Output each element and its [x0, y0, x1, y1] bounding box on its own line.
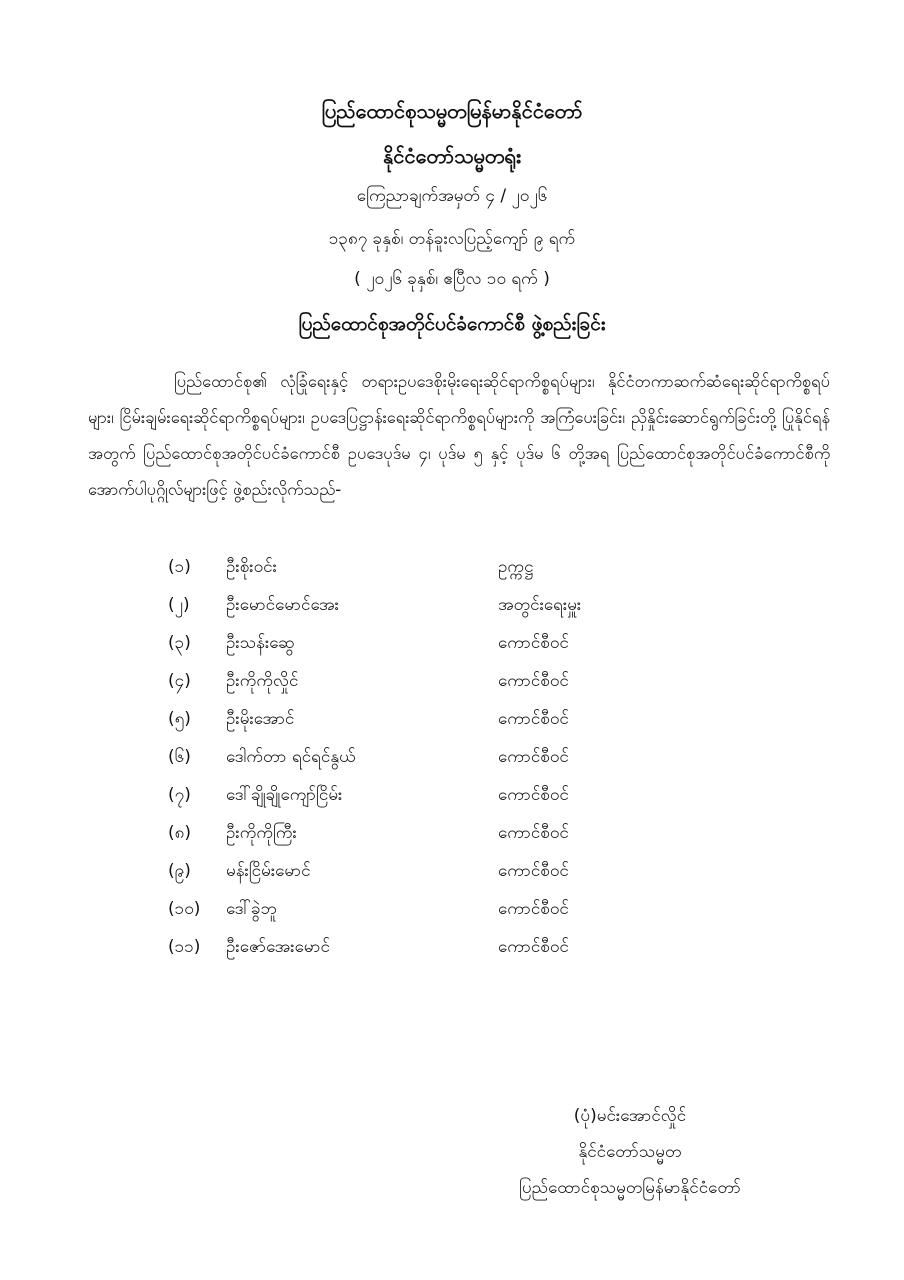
member-name: ဒေါက်တာ ရင်ရင်နွယ်: [226, 747, 356, 767]
signed-name: (ပုံ)မင်းအောင်လှိုင်: [573, 1106, 687, 1126]
subject-title: ပြည်ထောင်စုအတိုင်ပင်ခံကောင်စီ ဖွဲ့စည်းခြင်း: [298, 313, 606, 335]
member-name: ဦးကိုကိုကြီး: [226, 823, 297, 843]
member-name: ဦးသန်းဆွေ: [226, 633, 295, 653]
member-row: [0, 594, 904, 626]
body-paragraph: ပြည်ထောင်စု၏ လုံခြုံရေးနှင့် တရားဥပဒေစိုးမိုးရေးဆိုင်ရာကိစ္စရပ်များ၊ နိုင်ငံတကာဆက်ဆံရေးဆိုင်ရာကိစ္စရပ်များ၊ ငြိမ်းချမ်းရေးဆိုင်ရာကိစ္စရပ်များ၊ ဥပဒေပြဋ္ဌာန်းရေးဆိုင်ရာကိစ္စရပ်များကို အကြံပေးခြင်း၊ ညှိနှိုင်းဆောင်ရွက်ခြင်းတို့ ပြုနိုင်ရန်အတွက် ပြည်ထောင်စုအတိုင်ပင်ခံကောင်စီ ဥပဒေပုဒ်မ ၄၊ ပုဒ်မ ၅ နှင့် ပုဒ်မ ၆ တို့အရ ပြည်ထောင်စုအတိုင်ပင်ခံကောင်စီကို အောက်ပါပုဂ္ဂိုလ်များဖြင့် ဖွဲ့စည်းလိုက်သည်-: [88, 372, 830, 499]
member-name: ဒေါ်ချိုချိုကျော်ငြိမ်း: [226, 785, 343, 805]
member-number: (၅): [168, 709, 191, 729]
member-role: ဥက္ကဋ္ဌ: [498, 557, 534, 577]
member-role: ကောင်စီဝင်: [498, 899, 569, 919]
member-number: (၁၁): [168, 937, 201, 957]
member-row: [0, 670, 904, 702]
member-name: ဦးဇော်အေးမောင်: [226, 937, 330, 957]
member-number: (၁): [168, 557, 191, 577]
member-role: ကောင်စီဝင်: [498, 633, 569, 653]
signatory-title: နိုင်ငံတော်သမ္မတ: [578, 1142, 682, 1162]
member-row: [0, 708, 904, 740]
member-name: ဦးမိုးအောင်: [226, 709, 295, 729]
member-role: ကောင်စီဝင်: [498, 671, 569, 691]
country-title: ပြည်ထောင်စုသမ္မတမြန်မာနိုင်ငံတော်: [321, 99, 583, 123]
member-row: [0, 898, 904, 930]
member-row: [0, 556, 904, 588]
member-name: ဦးစိုးဝင်း: [226, 557, 277, 577]
member-row: [0, 632, 904, 664]
member-name: ဦးကိုကိုလှိုင်: [226, 671, 299, 691]
member-row: [0, 860, 904, 892]
member-role: ကောင်စီဝင်: [498, 785, 569, 805]
member-number: (၆): [168, 747, 191, 767]
member-role: ကောင်စီဝင်: [498, 747, 569, 767]
member-role: ကောင်စီဝင်: [498, 823, 569, 843]
member-number: (၁၀): [168, 899, 201, 919]
member-name: မန်းငြိမ်းမောင်: [226, 861, 311, 881]
member-row: [0, 936, 904, 968]
member-number: (၉): [168, 861, 191, 881]
member-role: အတွင်းရေးမှူး: [498, 595, 582, 615]
member-role: ကောင်စီဝင်: [498, 937, 569, 957]
member-number: (၂): [168, 595, 190, 615]
office-title: နိုင်ငံတော်သမ္မတရုံး: [383, 144, 521, 168]
signature-block: [480, 1098, 780, 1206]
signatory-country: ပြည်ထောင်စုသမ္မတမြန်မာနိုင်ငံတော်: [519, 1178, 741, 1198]
member-role: ကောင်စီဝင်: [498, 709, 569, 729]
gregorian-date: ( ၂၀၂၆ ခုနှစ်၊ ဧပြီလ ၁၀ ရက် ): [354, 269, 550, 289]
member-number: (၇): [168, 785, 191, 805]
member-role: ကောင်စီဝင်: [498, 861, 569, 881]
member-number: (၄): [168, 671, 191, 691]
member-row: [0, 822, 904, 854]
member-name: ဒေါ်ခွဲဘူ: [226, 899, 278, 919]
myanmar-date: ၁၃၈၇ ခုနှစ်၊ တန်ခူးလပြည့်ကျော် ၉ ရက်: [328, 229, 576, 249]
member-number: (၃): [168, 633, 191, 653]
member-number: (၈): [168, 823, 191, 843]
notification-number: ကြေညာချက်အမှတ် ၄ / ၂၀၂၆: [356, 186, 548, 206]
member-row: [0, 784, 904, 816]
member-row: [0, 746, 904, 778]
member-name: ဦးမောင်မောင်အေး: [226, 595, 339, 615]
